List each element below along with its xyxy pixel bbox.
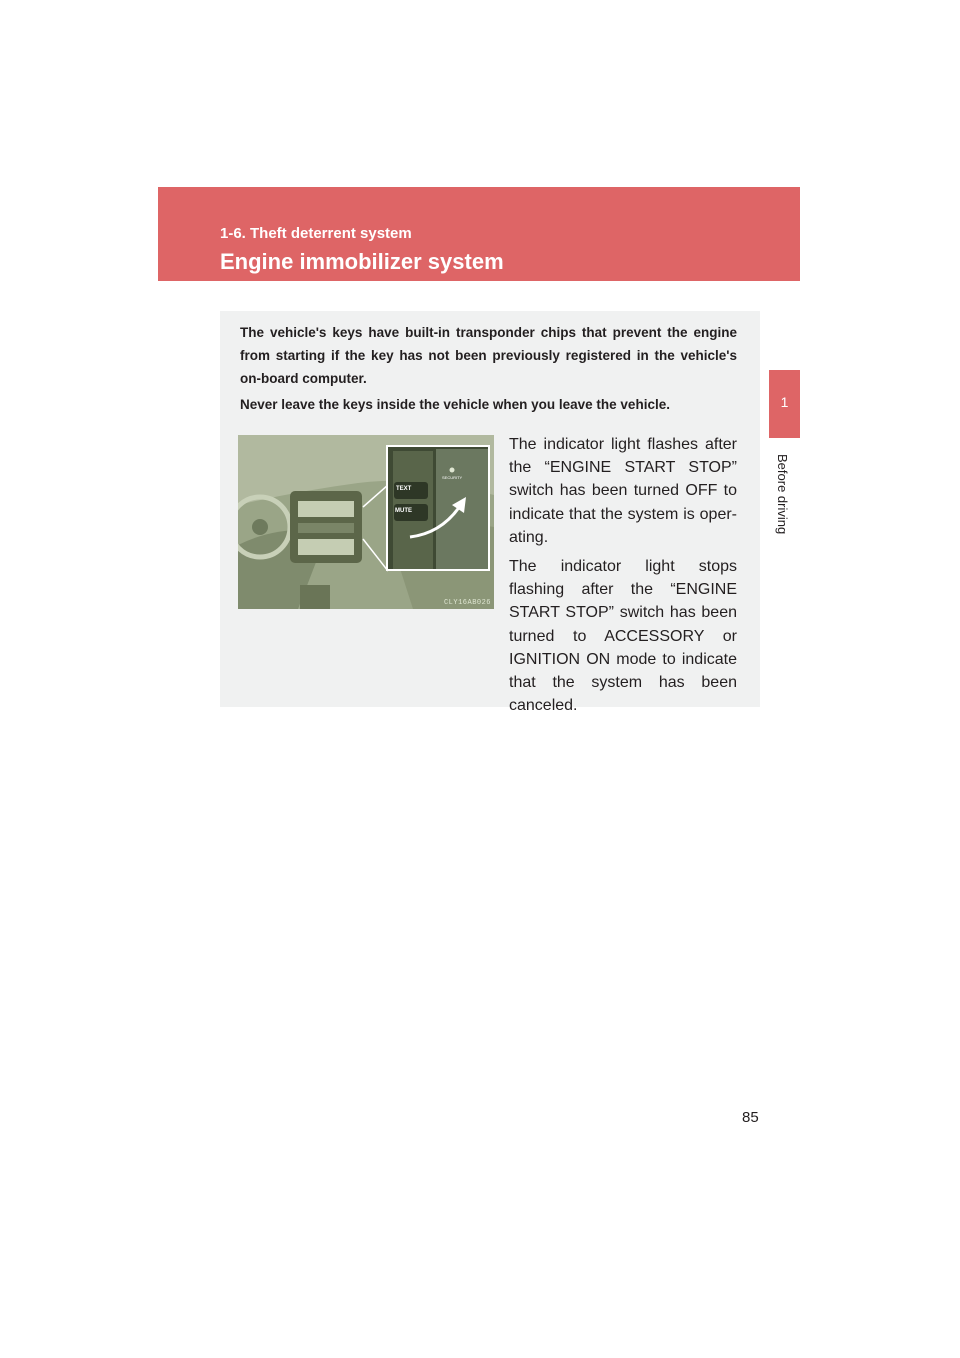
intro-text: The vehicle's keys have built-in transponder chips that prevent the engine from starting if the key has not been previously registered in the vehicle's on-board computer. (240, 325, 737, 386)
chapter-label: Before driving (775, 454, 790, 535)
dashboard-drawing (238, 435, 494, 609)
mute-button-label: MUTE (395, 508, 412, 514)
figure-code: CLY16AB026 (443, 599, 491, 607)
dashboard-illustration (238, 435, 494, 609)
page-number: 85 (742, 1109, 759, 1126)
content-box (220, 311, 760, 715)
section-header (158, 187, 800, 281)
security-indicator-label: SECURITY (442, 475, 463, 480)
cancel-description: The indicator light stops flashing after the “ENGINE START STOP” switch has been turned to ACCESSORY or IGNITION ON mode to indicate that the system has been canceled. (509, 558, 737, 715)
section-label: 1-6. Theft deterrent system (220, 225, 412, 242)
page-title: Engine immobilizer system (220, 249, 504, 274)
text-button-label: TEXT (396, 486, 412, 492)
flash-description: The indicator light flashes after the “ENGINE START STOP” switch has been turned OFF to indicate that the system is oper-ating. (509, 436, 737, 546)
chapter-number: 1 (780, 394, 789, 410)
chapter-tab[interactable] (769, 370, 800, 438)
warning-note: Never leave the keys inside the vehicle when you leave the vehicle. (240, 397, 670, 412)
